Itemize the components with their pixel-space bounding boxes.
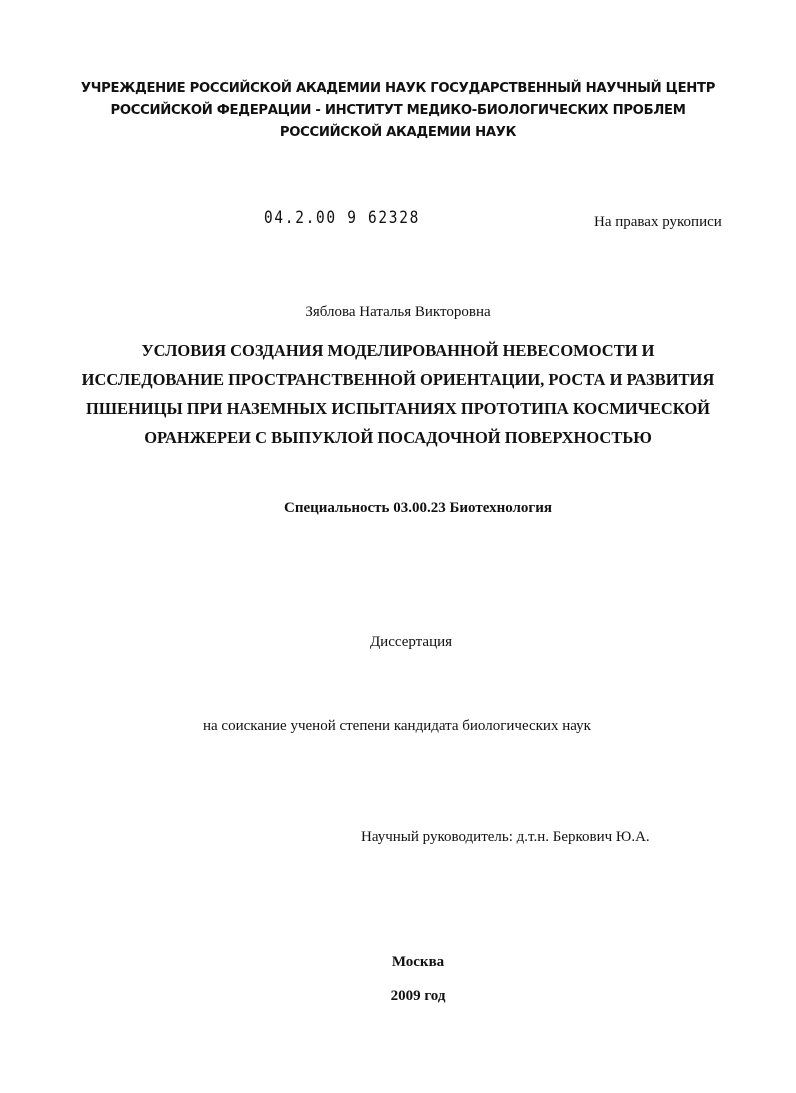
title-line: УСЛОВИЯ СОЗДАНИЯ МОДЕЛИРОВАННОЙ НЕВЕСОМОСТИ И: [141, 341, 655, 360]
institution-line: УЧРЕЖДЕНИЕ РОССИЙСКОЙ АКАДЕМИИ НАУК ГОСУДАРСТВЕННЫЙ НАУЧНЫЙ ЦЕНТР: [80, 81, 716, 96]
stamp-number: 04.2.00 9 62328: [264, 208, 421, 228]
city: Москва: [391, 954, 445, 970]
supervisor: Научный руководитель: д.т.н. Беркович Ю.А.: [361, 829, 650, 845]
institution-line: РОССИЙСКОЙ ФЕДЕРАЦИИ - ИНСТИТУТ МЕДИКО-БИОЛОГИЧЕСКИХ ПРОБЛЕМ: [110, 103, 686, 118]
title-line: ОРАНЖЕРЕИ С ВЫПУКЛОЙ ПОСАДОЧНОЙ ПОВЕРХНОСТЬЮ: [144, 428, 652, 447]
rights-notice: На правах рукописи: [594, 214, 722, 230]
specialty: Специальность 03.00.23 Биотехнология: [283, 500, 552, 516]
dissertation-title: [60, 336, 736, 452]
institution-header: [0, 78, 796, 144]
degree-line: на соискание ученой степени кандидата биологических наук: [203, 718, 591, 734]
document-type: Диссертация: [369, 634, 453, 650]
title-line: ИССЛЕДОВАНИЕ ПРОСТРАНСТВЕННОЙ ОРИЕНТАЦИИ, РОСТА И РАЗВИТИЯ: [81, 370, 715, 389]
author-name: Зяблова Наталья Викторовна: [305, 304, 491, 320]
year: 2009 год: [390, 988, 446, 1004]
title-line: ПШЕНИЦЫ ПРИ НАЗЕМНЫХ ИСПЫТАНИЯХ ПРОТОТИПА КОСМИЧЕСКОЙ: [85, 399, 711, 418]
institution-line: РОССИЙСКОЙ АКАДЕМИИ НАУК: [279, 125, 517, 140]
